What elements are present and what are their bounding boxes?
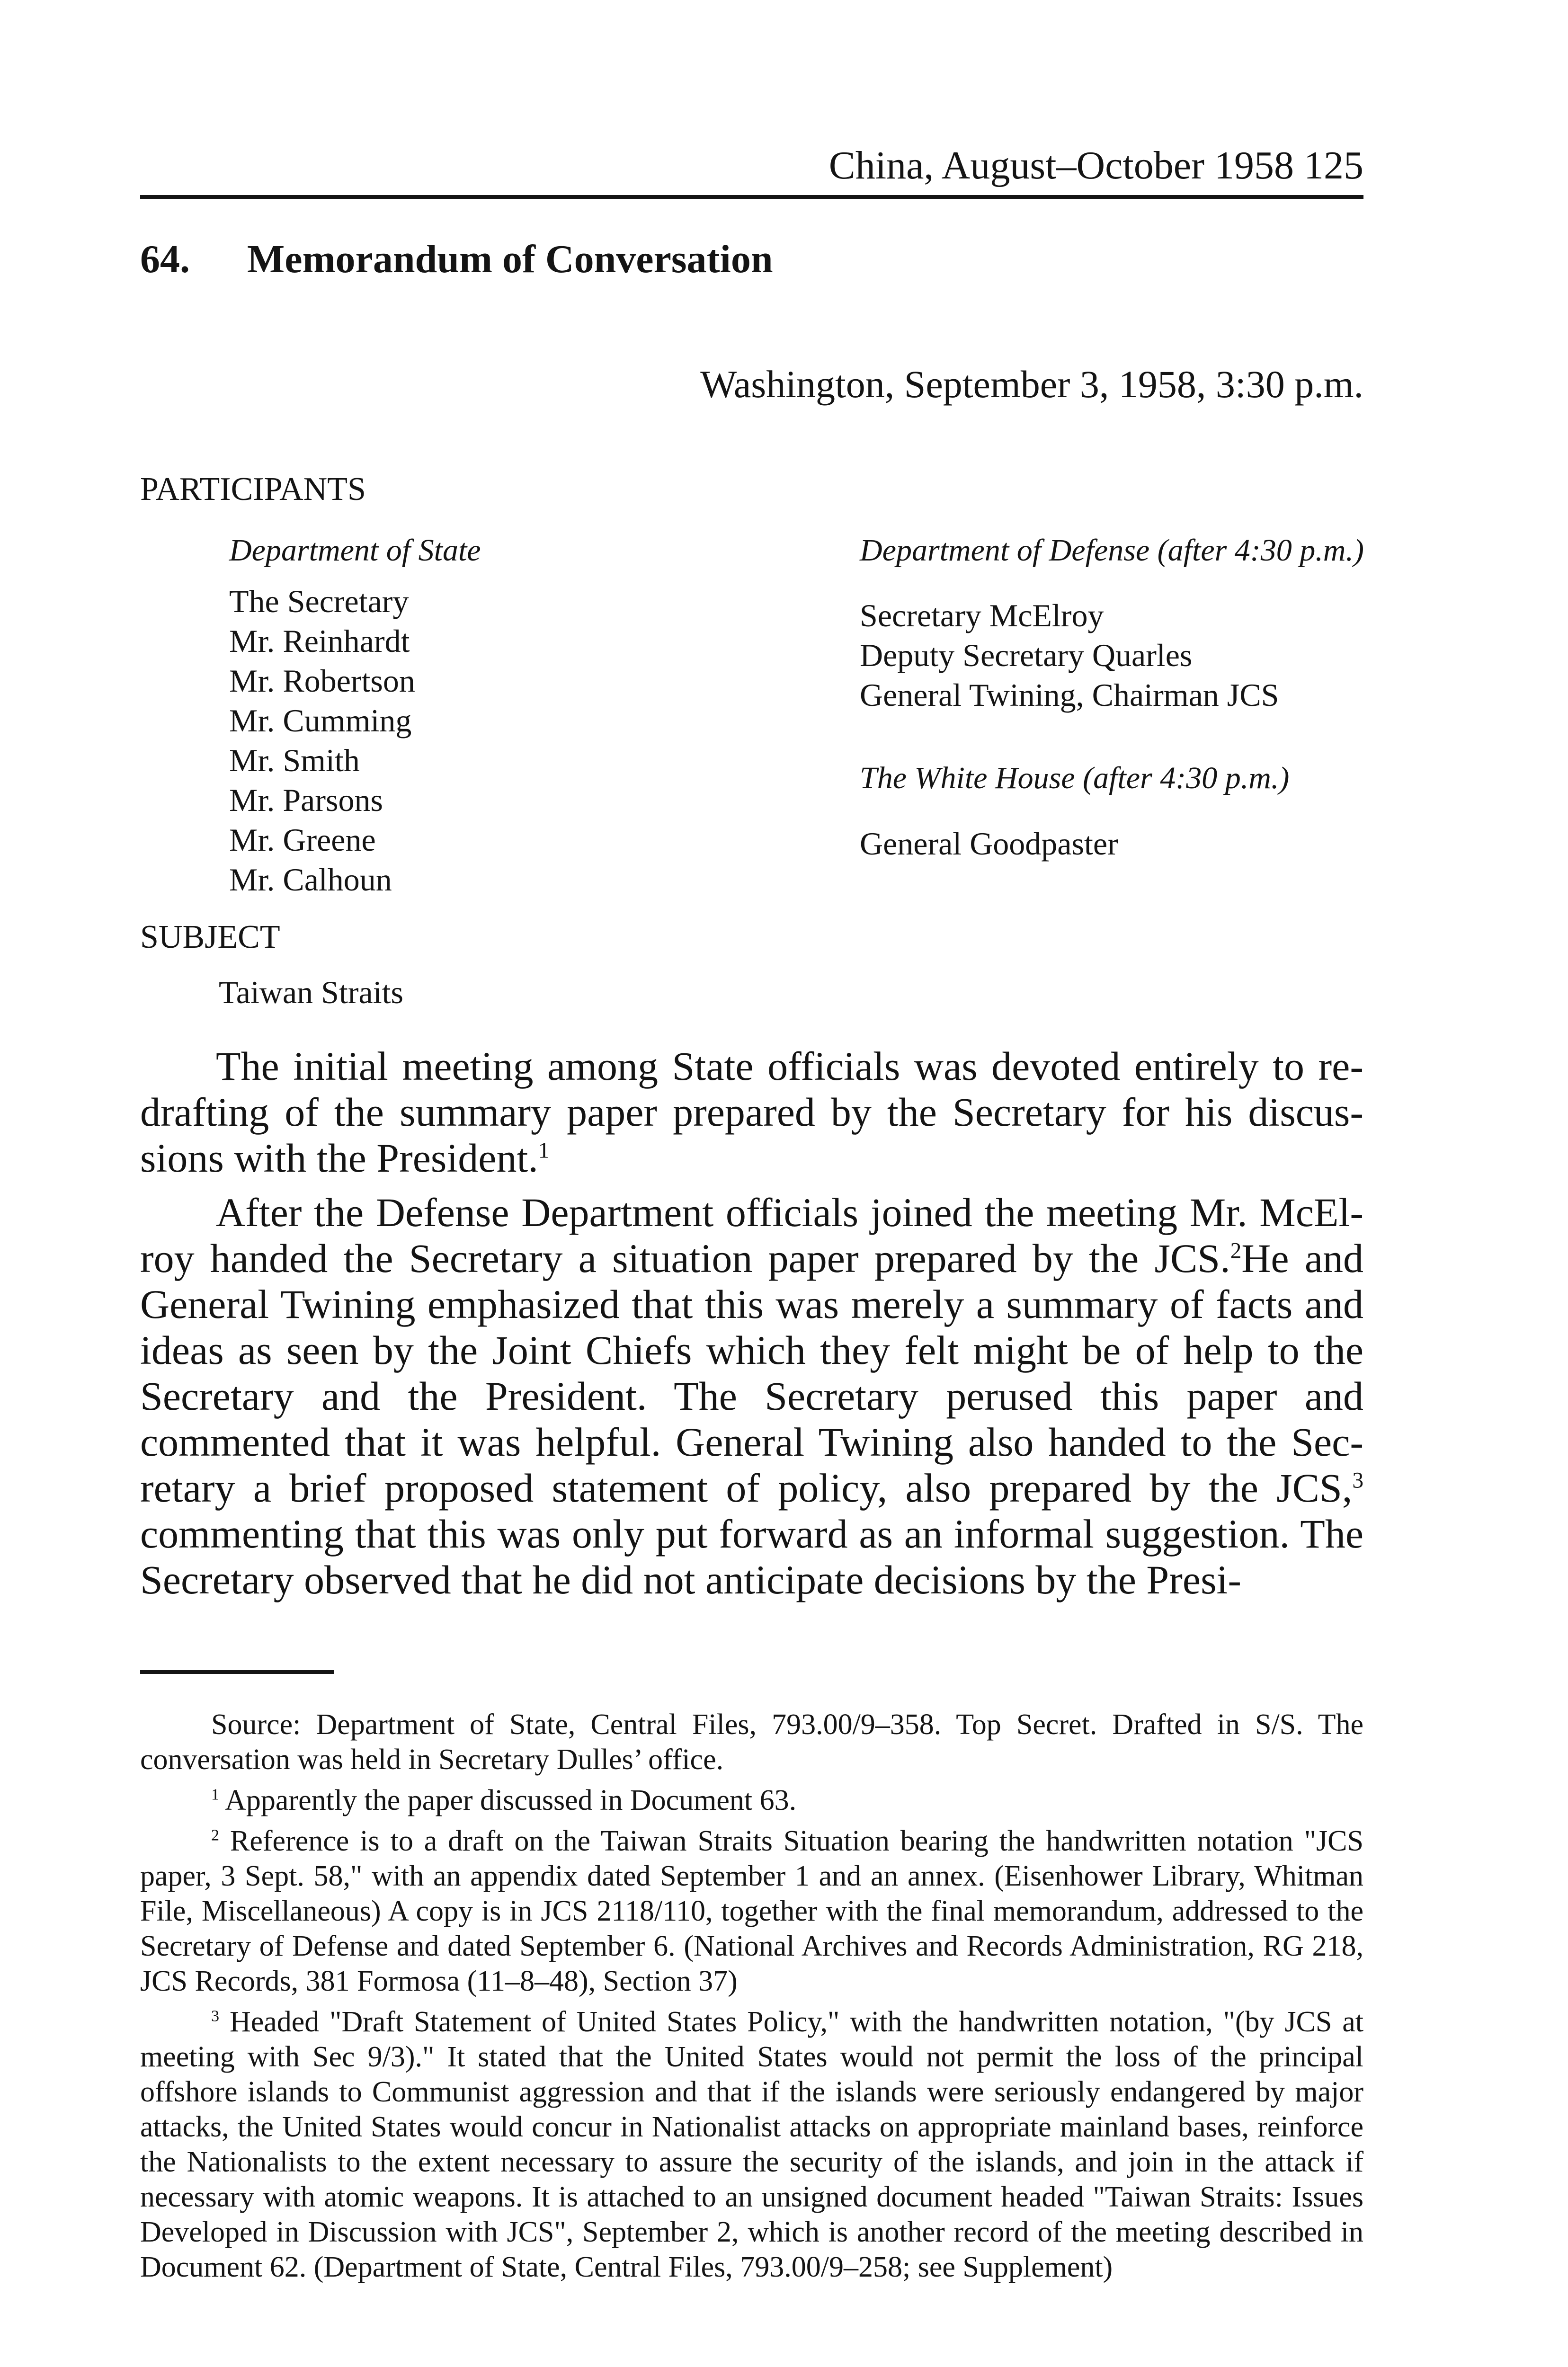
subject-value: Taiwan Straits: [219, 974, 403, 1010]
participant-name: Mr. Cumming: [229, 703, 412, 739]
body-paragraph: The initial meeting among State officials was devoted entirely to redrafting of the summary paper prepared by the Secretary for his discussions with the President.$^1$: [140, 1043, 1363, 1181]
participant-name: Mr. Calhoun: [229, 862, 392, 898]
participant-name: Mr. Parsons: [229, 782, 383, 818]
body-text: [140, 1043, 1363, 1611]
body-paragraph: After the Defense Department officials joined the meeting Mr. McElroy handed the Secretary a situation paper prepared by the JCS.$^2$He and General Twining emphasized that this was merely a summary of facts and ideas as seen by the Joint Chiefs which they felt might be of help to the Secretary and the President. The Secretary perused this paper and commented that it was helpful. General Twining also handed to the Secretary a brief proposed statement of policy, also prepared by the JCS,$^3$ commenting that this was only put forward as an informal suggestion. The Secretary observed that he did not anticipate decisions by the Presi-: [140, 1190, 1363, 1602]
footnote-ref[interactable]: 1: [538, 1138, 550, 1163]
participant-name: Deputy Secretary Quarles: [860, 637, 1193, 673]
footnote: $^3$ Headed "Draft Statement of United States Policy," with the handwritten notation, "(by JCS at meeting with Sec 9/3)." It stated that the United States would not permit the loss of the principal offshore islands to Communist aggression and that if the islands were seriously endangered by major attacks, the United States would concur in Nationalist attacks on appropriate mainland bases, reinforce the Nationalists to the extent necessary to assure the security of the islands, and join in the attack if necessary with atomic weapons. It is attached to an unsigned document headed "Taiwan Straits: Issues Developed in Discussion with JCS", September 2, which is another record of the meeting described in Document 62. (Department of State, Central Files, 793.00/9–258; see Supplement): [140, 2006, 1364, 2283]
footnote-mark: 1: [211, 1786, 220, 1804]
participants-label: PARTICIPANTS: [140, 471, 366, 507]
defense-heading: Department of Defense (after 4:30 p.m.): [860, 533, 1364, 568]
footnote-ref[interactable]: 3: [1352, 1468, 1363, 1493]
footnote-mark: 3: [211, 2007, 220, 2025]
state-participants: [229, 581, 415, 899]
footnote: $^1$ Apparently the paper discussed in Document 63.: [211, 1784, 797, 1816]
white-house-heading: The White House (after 4:30 p.m.): [860, 761, 1290, 795]
document-title-text: Memorandum of Conversation: [247, 237, 773, 281]
participant-name: Mr. Reinhardt: [229, 623, 410, 659]
participant-name: General Goodpaster: [860, 826, 1118, 862]
white-house-participants: [860, 824, 1118, 863]
footnote-mark: 2: [211, 1826, 220, 1844]
participant-name: Mr. Greene: [229, 822, 376, 858]
participant-name: Mr. Smith: [229, 742, 360, 778]
participant-name: Secretary McElroy: [860, 597, 1104, 633]
footnote-ref[interactable]: 2: [1230, 1238, 1242, 1264]
dateline: Washington, September 3, 1958, 3:30 p.m.: [700, 363, 1363, 406]
footnote: $^2$ Reference is to a draft on the Taiwan Straits Situation bearing the handwritten notation "JCS paper, 3 Sept. 58," with an appendix dated September 1 and an annex. (Eisenhower Library, Whitman File, Miscellaneous) A copy is in JCS 2118/110, together with the final memorandum, addressed to the Secretary of Defense and dated September 6. (National Archives and Records Administration, RG 218, JCS Records, 381 Formosa (11–8–48), Section 37): [140, 1825, 1363, 1997]
footnotes: [140, 1707, 1363, 2290]
subject-label: SUBJECT: [140, 919, 280, 955]
participant-name: General Twining, Chairman JCS: [860, 677, 1279, 713]
footnote-rule: [140, 1670, 334, 1674]
header-rule: [140, 195, 1363, 199]
participant-name: Mr. Robertson: [229, 663, 415, 699]
running-head: China, August–October 1958 125: [829, 143, 1363, 187]
source-note: Source: Department of State, Central Files, 793.00/9–358. Top Secret. Drafted in S/S. The conversation was held in Secretary Dulles’ office.: [140, 1709, 1363, 1776]
state-heading: Department of State: [229, 533, 481, 568]
document-title: [140, 236, 773, 283]
participant-name: The Secretary: [229, 583, 409, 619]
document-number: 64.: [140, 237, 190, 281]
defense-participants: [860, 596, 1279, 715]
